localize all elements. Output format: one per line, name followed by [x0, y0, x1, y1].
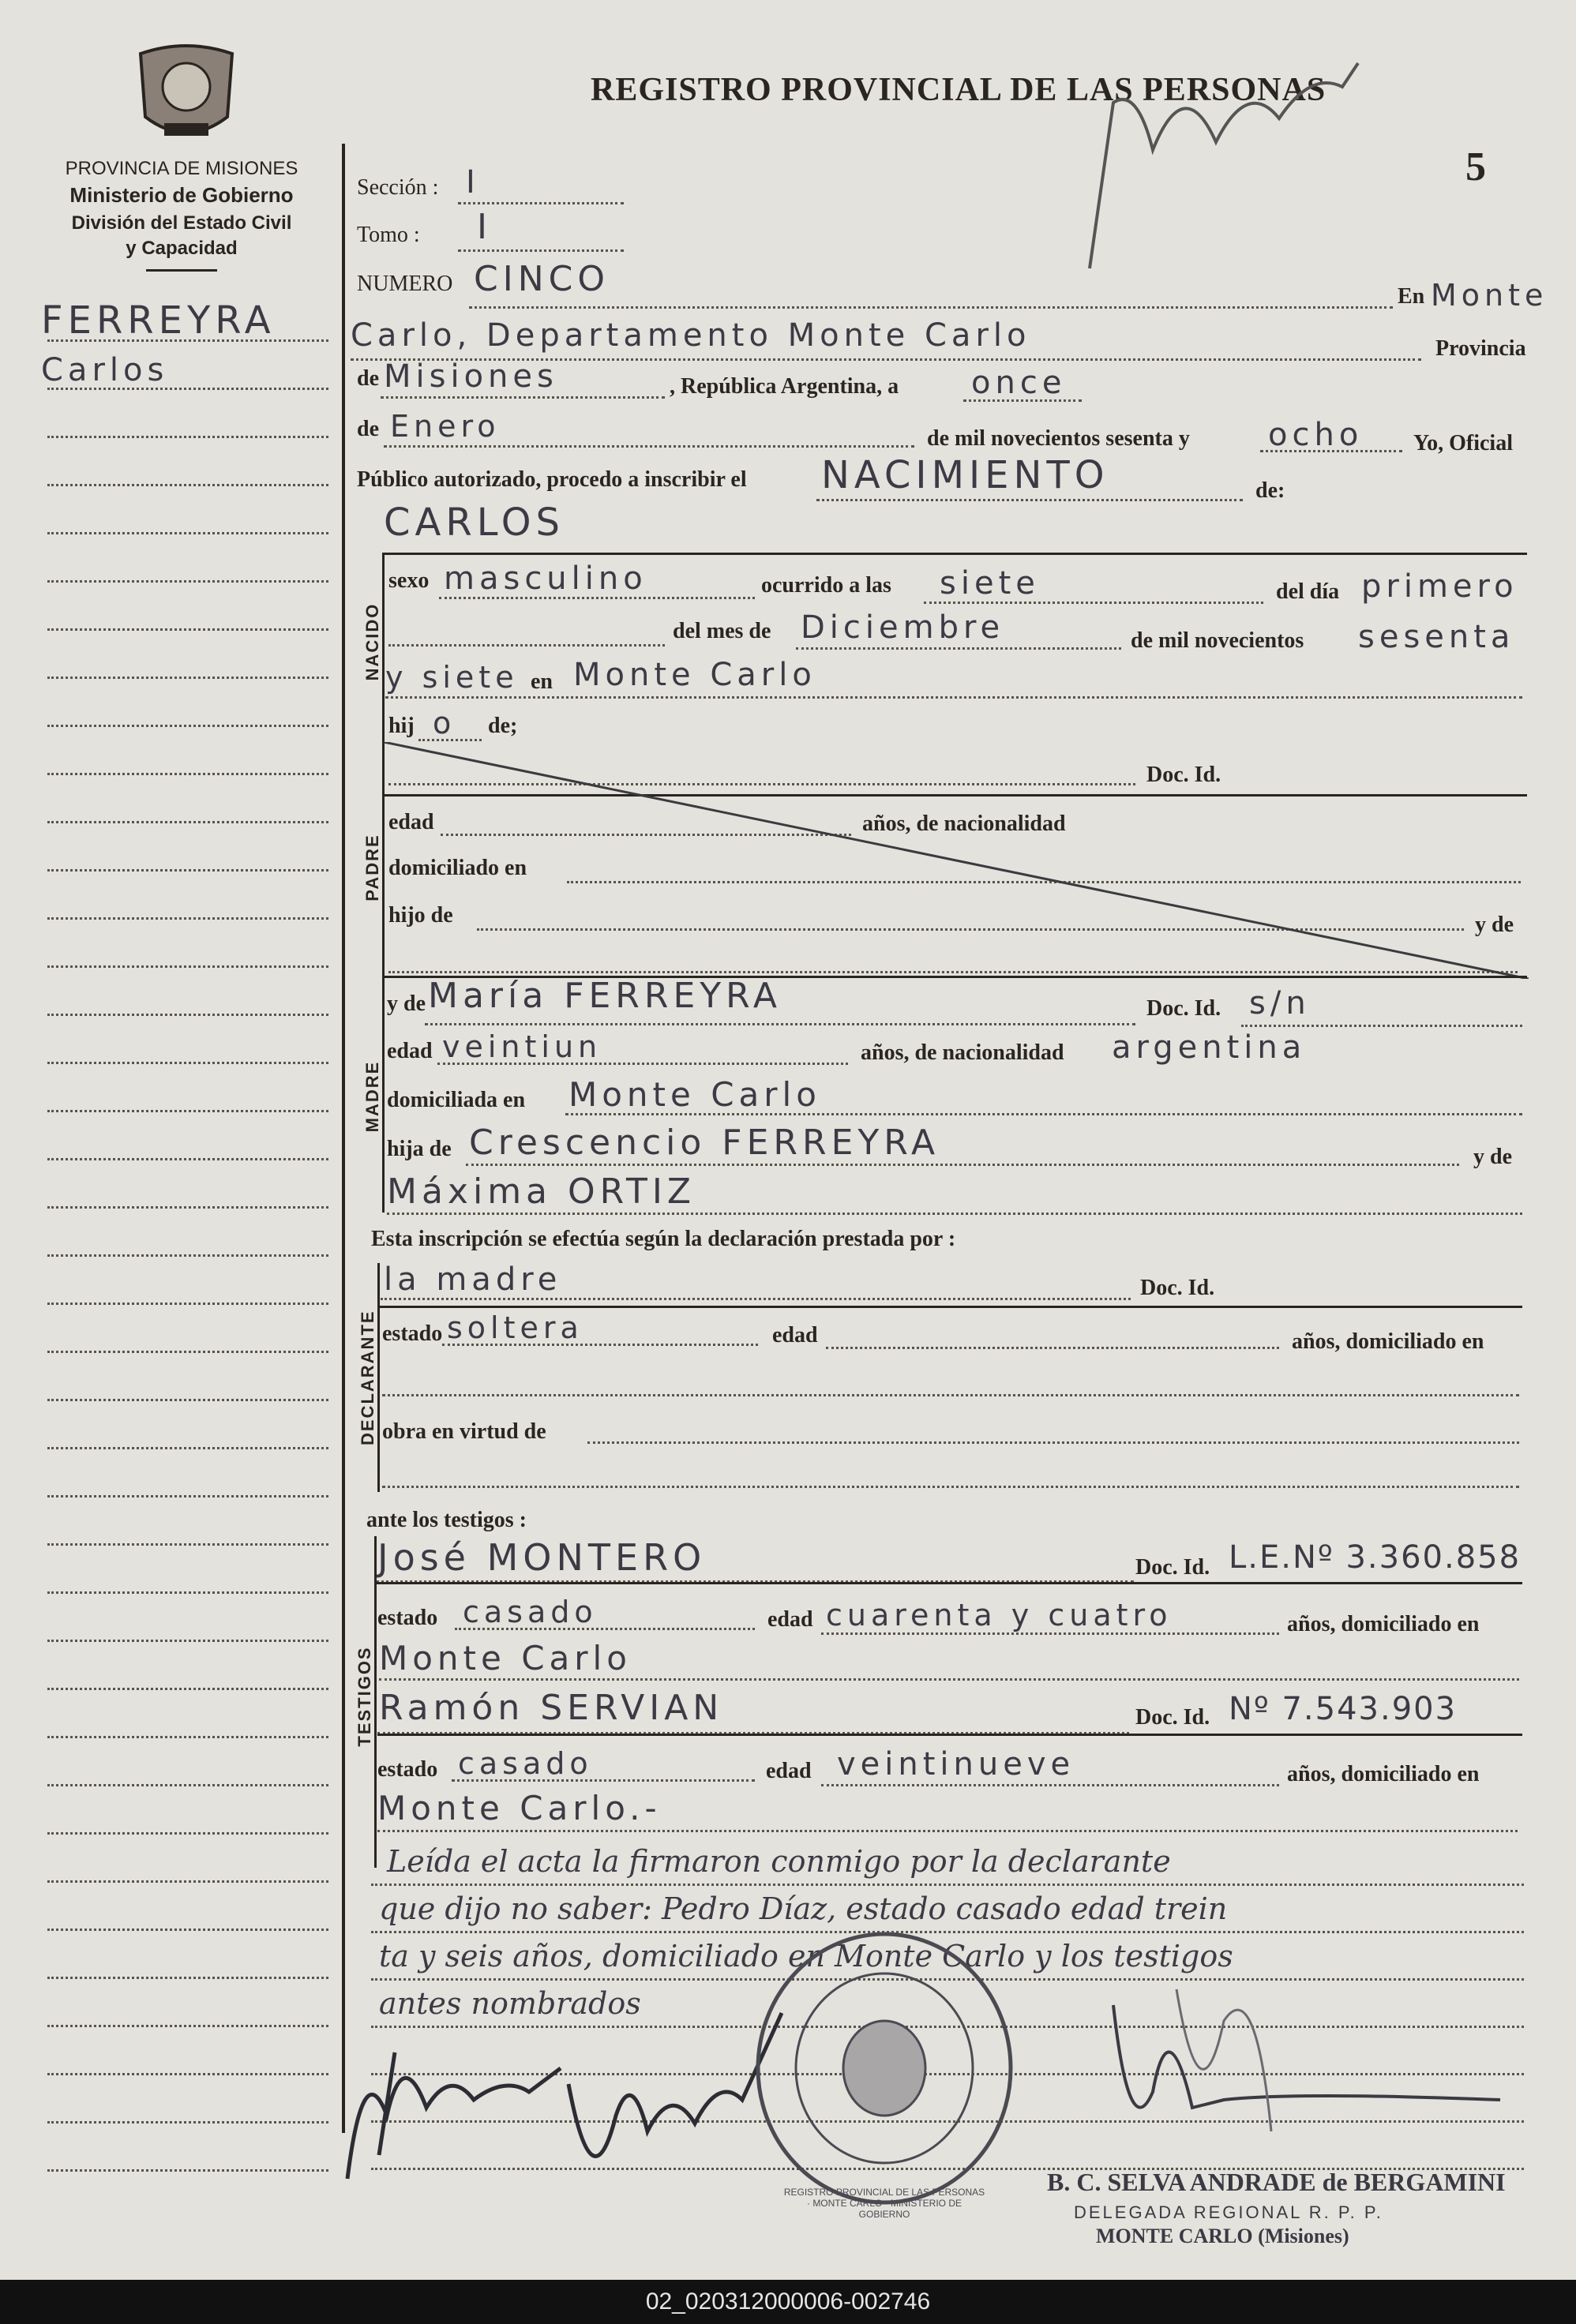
closing-line-3: ta y seis años, domiciliado en Monte Carlo y los testigos — [379, 1939, 1233, 1974]
officer-title: DELEGADA REGIONAL R. P. P. — [1074, 2202, 1383, 2222]
margin-line — [47, 1736, 328, 1738]
province-value: Misiones — [384, 358, 558, 395]
dia-value: primero — [1361, 568, 1518, 605]
margin-line — [47, 1591, 328, 1594]
testigo2-edad-label: edad — [766, 1759, 812, 1783]
padre-y-de-label: y de — [1475, 913, 1514, 937]
declarante-obra-label: obra en virtud de — [382, 1419, 546, 1444]
madre-nacionalidad-label: años, de nacionalidad — [861, 1040, 1064, 1065]
officer-name: B. C. SELVA ANDRADE de BERGAMINI — [1047, 2168, 1506, 2196]
de-label-2: de — [357, 417, 379, 441]
publico-label: Público autorizado, procedo a inscribir el — [357, 467, 747, 492]
margin-line — [47, 1640, 328, 1642]
margin-line — [47, 917, 328, 920]
margin-name: Carlos — [41, 352, 169, 388]
main-border-left — [342, 144, 345, 2133]
padre-nacionalidad-label: años, de nacionalidad — [862, 812, 1066, 836]
sexo-value: masculino — [444, 560, 647, 597]
madre-nombre: María FERREYRA — [428, 976, 782, 1016]
tomo-value: I — [477, 207, 492, 247]
madre-hija-label: hija de — [387, 1137, 452, 1161]
provincial-crest-icon — [133, 38, 240, 148]
margin-line — [47, 1351, 328, 1353]
witness-signature-1 — [332, 2021, 576, 2202]
margin-line — [47, 1110, 328, 1112]
margin-line — [47, 1254, 328, 1257]
seccion-label: Sección : — [357, 175, 439, 200]
divider — [146, 269, 217, 272]
header-signature — [1074, 55, 1374, 284]
margin-line — [47, 869, 328, 872]
ministry-name: Ministerio de Gobierno — [69, 183, 294, 207]
de-colon: de: — [1255, 478, 1285, 503]
testigo2-doc-label: Doc. Id. — [1135, 1705, 1210, 1730]
margin-line — [47, 965, 328, 968]
ocurrido-label: ocurrido a las — [761, 573, 891, 598]
testigo1-doc-label: Doc. Id. — [1135, 1555, 1210, 1580]
act-type: NACIMIENTO — [821, 453, 1109, 497]
margin-line — [47, 628, 328, 631]
nacido-name: CARLOS — [384, 500, 565, 545]
place-line: Carlo, Departamento Monte Carlo — [351, 317, 1031, 354]
testigo1-edad-label: edad — [767, 1607, 813, 1632]
madre-domicilio-label: domiciliada en — [387, 1088, 526, 1112]
day-value: once — [971, 365, 1067, 401]
stamp-text: REGISTRO PROVINCIAL DE LAS PERSONAS · MONTE CARLO · MINISTERIO DE GOBIERNO — [783, 2187, 985, 2220]
en-label: En — [1398, 284, 1425, 309]
de-label: de — [357, 366, 379, 391]
hij-de-label: de; — [488, 714, 518, 738]
margin-line — [47, 1832, 328, 1835]
madre-nacionalidad-value: argentina — [1112, 1029, 1307, 1066]
margin-line — [47, 532, 328, 534]
margin-line — [47, 1784, 328, 1786]
margin-surname: FERREYRA — [41, 298, 276, 343]
margin-line — [47, 1977, 328, 1979]
margin-line — [47, 2169, 328, 2172]
closing-line — [371, 1884, 1524, 1886]
madre-edad-label: edad — [387, 1039, 433, 1063]
margin-line — [47, 1158, 328, 1160]
margin-line — [47, 1399, 328, 1401]
margin-line — [47, 1495, 328, 1497]
testigos-intro: ante los testigos : — [366, 1508, 527, 1532]
testigo2-edad-value: veintinueve — [837, 1746, 1075, 1782]
testigo2-nombre: Ramón SERVIAN — [379, 1688, 724, 1728]
margin-line — [47, 484, 328, 486]
month-value: Enero — [390, 409, 501, 444]
testigo1-nombre: José MONTERO — [377, 1536, 707, 1579]
margin-line — [47, 2121, 328, 2123]
testigo1-domicilio-value: Monte Carlo — [379, 1639, 632, 1677]
republica-label: , República Argentina, a — [670, 374, 899, 399]
numero-value: CINCO — [474, 259, 610, 299]
margin-line — [47, 1303, 328, 1305]
testigo2-domicilio-label: años, domiciliado en — [1287, 1762, 1480, 1786]
declarante-edad-label: edad — [772, 1323, 818, 1348]
margin-line — [47, 580, 328, 583]
padre-domicilio-label: domiciliado en — [388, 856, 527, 880]
nacido-en-label: en — [531, 669, 553, 694]
padre-section-label: PADRE — [362, 834, 382, 901]
hij-label: hij — [388, 714, 415, 738]
image-id-footer: 02_020312000006-002746 — [0, 2280, 1576, 2324]
testigo1-doc-value: L.E.Nº 3.360.858 — [1229, 1539, 1522, 1576]
numero-label: NUMERO — [357, 272, 453, 296]
margin-line — [47, 1880, 328, 1883]
closing-line-4: antes nombrados — [379, 1986, 641, 2021]
testigo1-estado-label: estado — [377, 1606, 438, 1630]
provincia-label: Provincia — [1435, 336, 1526, 361]
margin-line — [47, 1929, 328, 1931]
hora-value: siete — [940, 565, 1040, 602]
declarante-domicilio-label: años, domiciliado en — [1292, 1329, 1484, 1354]
closing-line-2: que dijo no saber: Pedro Díaz, estado casado edad trein — [379, 1891, 1228, 1926]
testigo2-estado-value: casado — [458, 1746, 593, 1781]
page-number: 5 — [1465, 144, 1486, 189]
tomo-label: Tomo : — [357, 223, 420, 247]
testigo2-domicilio-value: Monte Carlo.- — [377, 1789, 662, 1827]
testigo1-edad-value: cuarenta y cuatro — [826, 1598, 1173, 1632]
year-label: de mil novecientos sesenta y — [927, 426, 1190, 451]
capacity-name: y Capacidad — [126, 238, 238, 259]
margin-line — [47, 1447, 328, 1449]
sexo-label: sexo — [388, 568, 430, 593]
province-name: PROVINCIA DE MISIONES — [65, 158, 298, 179]
margin-line — [47, 2025, 328, 2027]
division-name: División del Estado Civil — [71, 212, 292, 234]
seccion-value: I — [466, 164, 480, 201]
madre-padre-value: Crescencio FERREYRA — [469, 1123, 940, 1163]
mes-value: Diciembre — [801, 609, 1005, 646]
madre-section-label: MADRE — [362, 1060, 382, 1133]
officer-place: MONTE CARLO (Misiones) — [1096, 2225, 1349, 2247]
testigo1-estado-value: casado — [463, 1595, 598, 1629]
declarant-signature — [1090, 1974, 1516, 2163]
declarante-intro: Esta inscripción se efectúa según la declaración prestada por : — [371, 1227, 956, 1251]
margin-line — [47, 773, 328, 775]
testigo2-doc-value: Nº 7.543.903 — [1229, 1691, 1458, 1727]
padre-hijo-label: hijo de — [388, 903, 453, 928]
madre-doc-value: s/n — [1249, 985, 1311, 1021]
margin-line — [47, 1543, 328, 1546]
anio-value: sesenta — [1358, 619, 1515, 655]
margin-line — [47, 725, 328, 727]
margin-line — [47, 821, 328, 823]
mes-label: del mes de — [673, 619, 771, 643]
issuer-block — [32, 158, 332, 272]
declarante-section-label: DECLARANTE — [358, 1310, 377, 1445]
declarante-doc-label: Doc. Id. — [1140, 1276, 1215, 1300]
margin-line — [47, 1206, 328, 1209]
madre-y-de-label-2: y de — [1473, 1145, 1512, 1169]
madre-domicilio-value: Monte Carlo — [568, 1075, 821, 1114]
closing-line-1: Leída el acta la firmaron conmigo por la declarante — [387, 1844, 1171, 1879]
padre-cancel-line — [384, 742, 1529, 979]
madre-doc-label: Doc. Id. — [1146, 996, 1221, 1021]
margin-line — [47, 2073, 328, 2075]
testigo2-estado-label: estado — [377, 1757, 438, 1782]
registry-title: REGISTRO PROVINCIAL DE LAS PERSONAS — [591, 72, 1326, 108]
nacido-section-label: NACIDO — [362, 602, 382, 681]
testigo1-domicilio-label: años, domiciliado en — [1287, 1612, 1480, 1636]
margin-line — [47, 339, 328, 342]
mil-label: de mil novecientos — [1131, 628, 1304, 653]
padre-doc-label: Doc. Id. — [1146, 763, 1221, 787]
margin-line — [47, 436, 328, 438]
margin-line — [47, 388, 328, 390]
margin-line — [47, 1014, 328, 1016]
official-stamp — [750, 1926, 1019, 2210]
testigos-section-label: TESTIGOS — [355, 1646, 374, 1747]
anio-value-2: y siete — [385, 660, 519, 695]
margin-line — [47, 677, 328, 679]
madre-y-de-label: y de — [387, 991, 426, 1016]
madre-madre-value: Máxima ORTIZ — [387, 1171, 696, 1212]
declarante-estado-value: soltera — [447, 1310, 583, 1345]
declarante-estado-label: estado — [382, 1321, 443, 1346]
del-dia-label: del día — [1276, 579, 1340, 604]
declarante-nombre: la madre — [384, 1261, 562, 1298]
padre-edad-label: edad — [388, 810, 434, 834]
margin-line — [47, 1062, 328, 1064]
madre-edad-value: veintiun — [442, 1029, 602, 1064]
year-value: ocho — [1268, 417, 1364, 453]
yo-label: Yo, Oficial — [1413, 431, 1513, 455]
margin-line — [47, 1688, 328, 1690]
en-value: Monte — [1431, 278, 1548, 313]
hij-suffix: o — [433, 706, 456, 740]
lugar-value: Monte Carlo — [573, 657, 816, 693]
